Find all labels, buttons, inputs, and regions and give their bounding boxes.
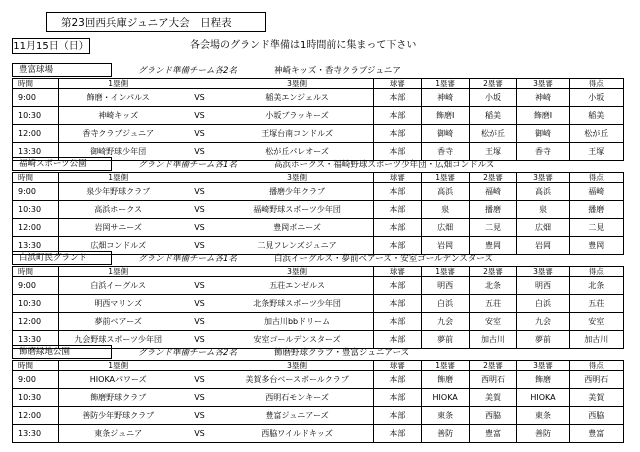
table-row — [13, 295, 624, 313]
col-score-cell: 北条 — [569, 277, 623, 295]
col-vs-cell: VS — [178, 331, 221, 349]
col-score-cell: 加古川 — [569, 331, 623, 349]
col-base3-cell: 泉 — [517, 201, 569, 219]
header-vs-cell — [178, 173, 221, 183]
col-base3-cell: 夢前 — [517, 331, 569, 349]
header-col-base3: 3塁審 — [517, 267, 569, 277]
venue-header — [12, 345, 624, 360]
header-col-base2: 2塁審 — [469, 361, 517, 371]
col-time-cell: 12:00 — [13, 125, 59, 143]
schedule-table — [12, 172, 624, 255]
table-row — [13, 277, 624, 295]
header-col-team1: 1塁側 — [58, 361, 178, 371]
header-col-score: 得点 — [569, 173, 623, 183]
col-base2-cell: 福崎 — [469, 183, 517, 201]
venue-header — [12, 63, 624, 78]
col-team3-cell: 西明石モンキーズ — [221, 389, 373, 407]
col-time-cell: 13:30 — [13, 237, 59, 255]
header-col-time: 時間 — [13, 173, 59, 183]
col-plate-cell: 本部 — [373, 407, 421, 425]
col-team3-cell: 加古川bbドリーム — [221, 313, 373, 331]
venue-section — [12, 345, 624, 443]
col-plate-cell: 本部 — [373, 295, 421, 313]
col-base3-cell: 飾磨I — [517, 107, 569, 125]
col-plate-cell: 本部 — [373, 201, 421, 219]
col-team3-cell: 王塚台南コンドルズ — [221, 125, 373, 143]
col-base1-cell: 香寺 — [421, 143, 469, 161]
col-base1-cell: 白浜 — [421, 295, 469, 313]
table-row — [13, 389, 624, 407]
header-col-plate: 球審 — [373, 173, 421, 183]
col-team1-cell: HIOKAパワーズ — [58, 371, 178, 389]
col-base1-cell: HIOKA — [421, 389, 469, 407]
col-base1-cell: 御崎 — [421, 125, 469, 143]
col-time-cell: 10:30 — [13, 107, 59, 125]
col-base2-cell: 播磨 — [469, 201, 517, 219]
prep-label: グランド準備チーム各1名 — [138, 254, 237, 264]
col-time-cell: 12:00 — [13, 313, 59, 331]
col-base3-cell: 九会 — [517, 313, 569, 331]
table-header-row — [13, 361, 624, 371]
col-team3-cell: 安室ゴールデンスターズ — [221, 331, 373, 349]
col-plate-cell: 本部 — [373, 331, 421, 349]
col-vs-cell: VS — [178, 183, 221, 201]
col-base2-cell: 小坂 — [469, 89, 517, 107]
col-score-cell: 稲美 — [569, 107, 623, 125]
header-col-base2: 2塁審 — [469, 267, 517, 277]
schedule-table — [12, 360, 624, 443]
header-col-time: 時間 — [13, 267, 59, 277]
header-col-plate: 球審 — [373, 267, 421, 277]
col-vs-cell: VS — [178, 277, 221, 295]
header-col-team1: 1塁側 — [58, 267, 178, 277]
col-plate-cell: 本部 — [373, 371, 421, 389]
col-team3-cell: 五荘エンゼルス — [221, 277, 373, 295]
col-team1-cell: 高浜ホークス — [58, 201, 178, 219]
col-team1-cell: 泉少年野球クラブ — [58, 183, 178, 201]
col-base1-cell: 岩岡 — [421, 237, 469, 255]
col-score-cell: 福崎 — [569, 183, 623, 201]
date-label: 11月15日（日） — [12, 38, 90, 54]
col-team1-cell: 夢前ベアーズ — [58, 313, 178, 331]
col-base3-cell: 高浜 — [517, 183, 569, 201]
col-score-cell: 王塚 — [569, 143, 623, 161]
header-col-plate: 球審 — [373, 79, 421, 89]
col-time-cell: 13:30 — [13, 331, 59, 349]
header-col-team1: 1塁側 — [58, 173, 178, 183]
header-col-team3: 3塁側 — [221, 361, 373, 371]
col-team3-cell: 小坂ブラッキーズ — [221, 107, 373, 125]
col-base3-cell: 明西 — [517, 277, 569, 295]
col-team3-cell: 福崎野球スポーツ少年団 — [221, 201, 373, 219]
col-vs-cell: VS — [178, 107, 221, 125]
table-row — [13, 125, 624, 143]
col-score-cell: 豊岡 — [569, 237, 623, 255]
col-score-cell: 松が丘 — [569, 125, 623, 143]
header-col-base1: 1塁審 — [421, 361, 469, 371]
table-row — [13, 425, 624, 443]
col-score-cell: 二見 — [569, 219, 623, 237]
col-vs-cell: VS — [178, 295, 221, 313]
venue-name: 福崎スポーツ公園 — [12, 157, 112, 171]
header-col-base2: 2塁審 — [469, 173, 517, 183]
col-time-cell: 10:30 — [13, 389, 59, 407]
prep-teams: 高浜ホークス・福崎野球スポーツ少年団・広畑コンドルズ — [274, 160, 495, 170]
col-base3-cell: 東条 — [517, 407, 569, 425]
col-time-cell: 13:30 — [13, 425, 59, 443]
col-plate-cell: 本部 — [373, 277, 421, 295]
header-vs-cell — [178, 267, 221, 277]
col-base3-cell: 御崎 — [517, 125, 569, 143]
col-team3-cell: 豊富ジュニアーズ — [221, 407, 373, 425]
table-row — [13, 407, 624, 425]
schedule-table — [12, 78, 624, 161]
col-plate-cell: 本部 — [373, 219, 421, 237]
col-base2-cell: 西明石 — [469, 371, 517, 389]
col-base1-cell: 明西 — [421, 277, 469, 295]
col-team1-cell: 九会野球スポーツ少年団 — [58, 331, 178, 349]
col-team1-cell: 神崎キッズ — [58, 107, 178, 125]
venue-name: 飾磨緑地公園 — [12, 345, 112, 359]
col-base1-cell: 神崎 — [421, 89, 469, 107]
col-plate-cell: 本部 — [373, 425, 421, 443]
col-base2-cell: 北条 — [469, 277, 517, 295]
header-col-base2: 2塁審 — [469, 79, 517, 89]
col-team1-cell: 善防少年野球クラブ — [58, 407, 178, 425]
col-plate-cell: 本部 — [373, 183, 421, 201]
col-time-cell: 12:00 — [13, 407, 59, 425]
col-base2-cell: 五荘 — [469, 295, 517, 313]
prep-teams: 神崎キッズ・香寺クラブジュニア — [274, 66, 401, 76]
col-score-cell: 美賀 — [569, 389, 623, 407]
header-col-plate: 球審 — [373, 361, 421, 371]
col-base2-cell: 王塚 — [469, 143, 517, 161]
col-vs-cell: VS — [178, 389, 221, 407]
table-row — [13, 371, 624, 389]
prep-teams: 飾磨野球クラブ・豊富ジュニアーズ — [274, 348, 410, 358]
table-header-row — [13, 267, 624, 277]
table-row — [13, 219, 624, 237]
header-col-team3: 3塁側 — [221, 79, 373, 89]
col-team1-cell: 明西マリンズ — [58, 295, 178, 313]
venue-section — [12, 63, 624, 161]
col-team1-cell: 岩岡サニーズ — [58, 219, 178, 237]
col-score-cell: 西明石 — [569, 371, 623, 389]
col-vs-cell: VS — [178, 201, 221, 219]
col-time-cell: 9:00 — [13, 183, 59, 201]
table-row — [13, 183, 624, 201]
col-base2-cell: 二見 — [469, 219, 517, 237]
col-vs-cell: VS — [178, 219, 221, 237]
venue-name: 白浜町民グランド — [12, 251, 112, 265]
col-base3-cell: 香寺 — [517, 143, 569, 161]
table-row — [13, 107, 624, 125]
col-time-cell: 9:00 — [13, 89, 59, 107]
col-time-cell: 13:30 — [13, 143, 59, 161]
header-col-team3: 3塁側 — [221, 173, 373, 183]
col-team3-cell: 北条野球スポーツ少年団 — [221, 295, 373, 313]
col-team1-cell: 飾磨野球クラブ — [58, 389, 178, 407]
col-time-cell: 9:00 — [13, 277, 59, 295]
header-col-base3: 3塁審 — [517, 173, 569, 183]
col-score-cell: 五荘 — [569, 295, 623, 313]
col-score-cell: 小坂 — [569, 89, 623, 107]
col-vs-cell: VS — [178, 313, 221, 331]
venue-section — [12, 251, 624, 349]
venue-name: 豊富球場 — [12, 63, 112, 77]
header-col-base3: 3塁審 — [517, 79, 569, 89]
prep-label: グランド準備チーム各1名 — [138, 160, 237, 170]
col-plate-cell: 本部 — [373, 389, 421, 407]
col-base2-cell: 安室 — [469, 313, 517, 331]
col-team3-cell: 播磨少年クラブ — [221, 183, 373, 201]
prep-teams: 白浜イーグルス・夢前ベアーズ・安室ゴールデンスターズ — [274, 254, 493, 264]
header-col-team3: 3塁側 — [221, 267, 373, 277]
col-base3-cell: 岩岡 — [517, 237, 569, 255]
col-vs-cell: VS — [178, 143, 221, 161]
venue-header — [12, 251, 624, 266]
header-col-base3: 3塁審 — [517, 361, 569, 371]
col-team3-cell: 西脇ワイルドキッズ — [221, 425, 373, 443]
prep-label: グランド準備チーム各2名 — [138, 348, 237, 358]
col-base1-cell: 泉 — [421, 201, 469, 219]
col-base3-cell: 神崎 — [517, 89, 569, 107]
col-base3-cell: 飾磨 — [517, 371, 569, 389]
header-col-base1: 1塁審 — [421, 173, 469, 183]
col-team1-cell: 広畑コンドルズ — [58, 237, 178, 255]
col-base2-cell: 松が丘 — [469, 125, 517, 143]
header-col-score: 得点 — [569, 361, 623, 371]
header-vs-cell — [178, 361, 221, 371]
header-col-time: 時間 — [13, 361, 59, 371]
col-team3-cell: 二見フレンズジュニア — [221, 237, 373, 255]
table-header-row — [13, 79, 624, 89]
col-vs-cell: VS — [178, 371, 221, 389]
col-base1-cell: 九会 — [421, 313, 469, 331]
header-vs-cell — [178, 79, 221, 89]
col-plate-cell: 本部 — [373, 125, 421, 143]
col-base3-cell: HIOKA — [517, 389, 569, 407]
table-row — [13, 313, 624, 331]
col-base2-cell: 稲美 — [469, 107, 517, 125]
venue-section — [12, 157, 624, 255]
col-team1-cell: 御崎野球少年団 — [58, 143, 178, 161]
col-base1-cell: 高浜 — [421, 183, 469, 201]
col-time-cell: 10:30 — [13, 201, 59, 219]
col-base1-cell: 善防 — [421, 425, 469, 443]
header-col-score: 得点 — [569, 79, 623, 89]
col-score-cell: 西脇 — [569, 407, 623, 425]
col-vs-cell: VS — [178, 425, 221, 443]
header-col-team1: 1塁側 — [58, 79, 178, 89]
col-base2-cell: 加古川 — [469, 331, 517, 349]
table-row — [13, 89, 624, 107]
col-vs-cell: VS — [178, 237, 221, 255]
col-team1-cell: 白浜イーグルス — [58, 277, 178, 295]
col-base1-cell: 飾磨 — [421, 371, 469, 389]
header-col-score: 得点 — [569, 267, 623, 277]
col-base1-cell: 夢前 — [421, 331, 469, 349]
col-team3-cell: 稲美エンジェルス — [221, 89, 373, 107]
table-header-row — [13, 173, 624, 183]
col-team3-cell: 豊岡ボニーズ — [221, 219, 373, 237]
col-score-cell: 安室 — [569, 313, 623, 331]
notice-text: 各会場のグランド準備は1時間前に集まって下さい — [190, 40, 417, 51]
col-plate-cell: 本部 — [373, 143, 421, 161]
venue-header — [12, 157, 624, 172]
col-time-cell: 10:30 — [13, 295, 59, 313]
col-base3-cell: 善防 — [517, 425, 569, 443]
col-vs-cell: VS — [178, 89, 221, 107]
schedule-table — [12, 266, 624, 349]
col-base2-cell: 豊富 — [469, 425, 517, 443]
col-team3-cell: 松が丘パレオーズ — [221, 143, 373, 161]
col-base2-cell: 西脇 — [469, 407, 517, 425]
header-col-base1: 1塁審 — [421, 79, 469, 89]
col-plate-cell: 本部 — [373, 313, 421, 331]
col-score-cell: 豊富 — [569, 425, 623, 443]
col-vs-cell: VS — [178, 407, 221, 425]
col-base3-cell: 白浜 — [517, 295, 569, 313]
header-col-base1: 1塁審 — [421, 267, 469, 277]
prep-label: グランド準備チーム各2名 — [138, 66, 237, 76]
col-base1-cell: 東条 — [421, 407, 469, 425]
col-plate-cell: 本部 — [373, 89, 421, 107]
col-team1-cell: 東条ジュニア — [58, 425, 178, 443]
col-base1-cell: 飾磨I — [421, 107, 469, 125]
col-base1-cell: 広畑 — [421, 219, 469, 237]
col-team3-cell: 美賀多台ベースボールクラブ — [221, 371, 373, 389]
col-time-cell: 9:00 — [13, 371, 59, 389]
col-score-cell: 播磨 — [569, 201, 623, 219]
page-title: 第23回西兵庫ジュニア大会 日程表 — [46, 12, 266, 32]
col-base3-cell: 広畑 — [517, 219, 569, 237]
col-team1-cell: 香寺クラブジュニア — [58, 125, 178, 143]
col-time-cell: 12:00 — [13, 219, 59, 237]
col-team1-cell: 飾磨・インパルス — [58, 89, 178, 107]
table-row — [13, 201, 624, 219]
col-plate-cell: 本部 — [373, 237, 421, 255]
header-col-time: 時間 — [13, 79, 59, 89]
col-plate-cell: 本部 — [373, 107, 421, 125]
col-base2-cell: 豊岡 — [469, 237, 517, 255]
col-base2-cell: 美賀 — [469, 389, 517, 407]
col-vs-cell: VS — [178, 125, 221, 143]
